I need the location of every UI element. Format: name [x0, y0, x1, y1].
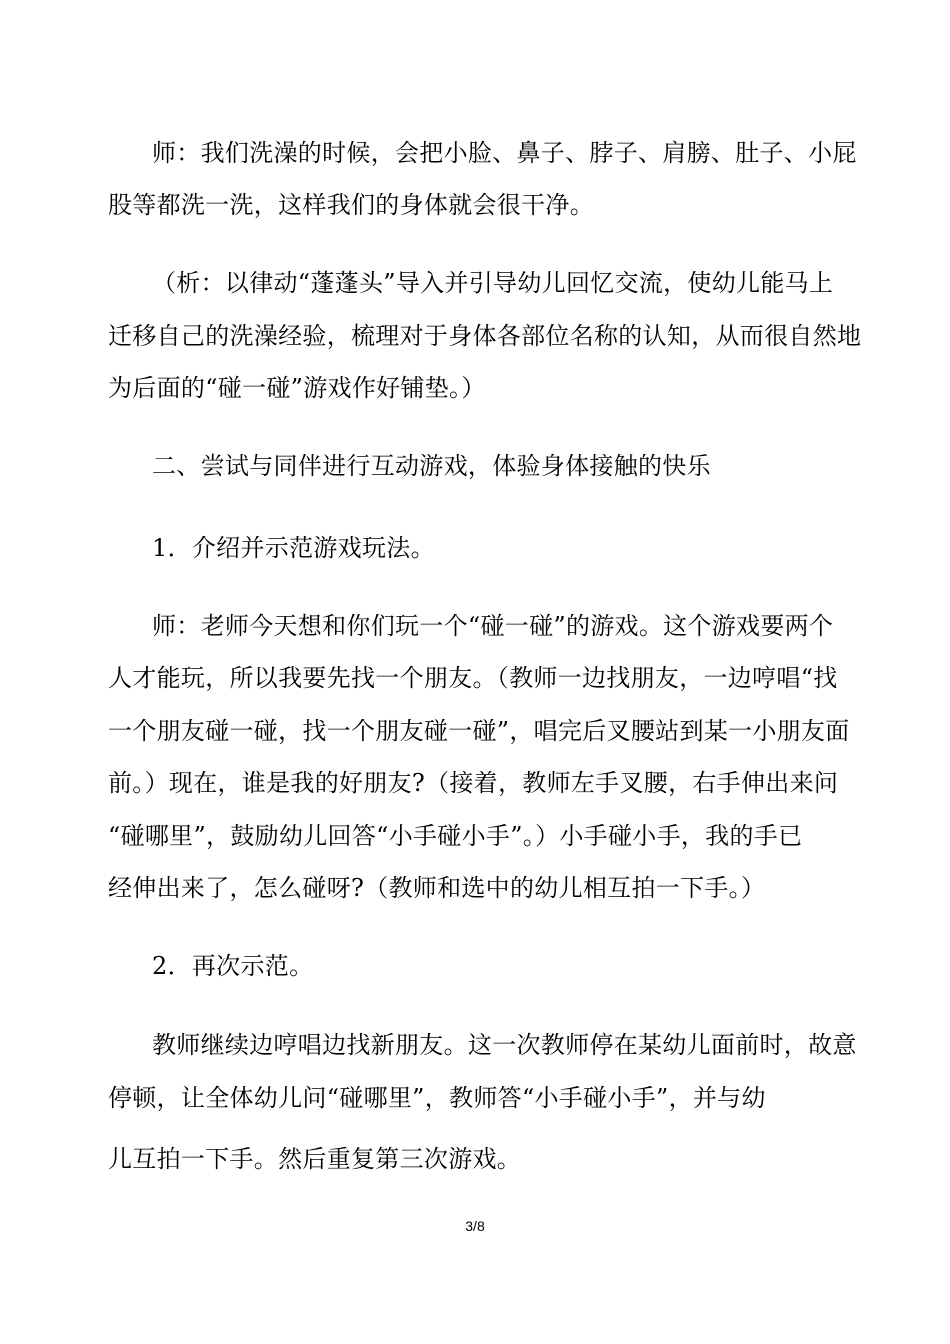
paragraph-teacher-wash-line-1: 师：我们洗澡的时候，会把小脸、鼻子、脖子、肩膀、肚子、小屁: [152, 139, 857, 167]
paragraph-teacher-game-line-5: “碰哪里”，鼓励幼儿回答“小手碰小手”。）小手碰小手，我的手已: [108, 822, 803, 850]
paragraph-analysis-line-3: 为后面的“碰一碰”游戏作好铺垫。）: [108, 374, 486, 402]
paragraph-teacher-wash-line-2: 股等都洗一洗，这样我们的身体就会很干净。: [108, 191, 594, 219]
paragraph-teacher-game-line-2: 人才能玩，所以我要先找一个朋友。（教师一边找朋友，一边哼唱“找: [108, 664, 838, 692]
paragraph-analysis-line-1: （析：以律动“蓬蓬头”导入并引导幼儿回忆交流，使幼儿能马上: [152, 269, 834, 297]
paragraph-teacher-game-line-3: 一个朋友碰一碰，找一个朋友碰一碰”，唱完后叉腰站到某一小朋友面: [108, 717, 850, 745]
page-number: 3/8: [465, 1218, 485, 1234]
paragraph-teacher-continue-line-3: 儿互拍一下手。然后重复第三次游戏。: [108, 1145, 522, 1173]
step-one-heading: 1．介绍并示范游戏玩法。: [152, 534, 435, 562]
paragraph-teacher-continue-line-2: 停顿，让全体幼儿问“碰哪里”，教师答“小手碰小手”，并与幼: [108, 1084, 766, 1112]
paragraph-teacher-game-line-6: 经伸出来了，怎么碰呀?（教师和选中的幼儿相互拍一下手。）: [108, 874, 766, 902]
step-two-heading: 2．再次示范。: [152, 952, 314, 980]
paragraph-teacher-game-line-1: 师：老师今天想和你们玩一个“碰一碰”的游戏。这个游戏要两个: [152, 612, 834, 640]
paragraph-teacher-continue-line-1: 教师继续边哼唱边找新朋友。这一次教师停在某幼儿面前时，故意: [152, 1031, 857, 1059]
paragraph-analysis-line-2: 迁移自己的洗澡经验，梳理对于身体各部位名称的认知，从而很自然地: [108, 322, 862, 350]
paragraph-teacher-game-line-4: 前。）现在，谁是我的好朋友?（接着，教师左手叉腰，右手伸出来问: [108, 769, 839, 797]
section-two-heading: 二、尝试与同伴进行互动游戏，体验身体接触的快乐: [152, 452, 711, 480]
